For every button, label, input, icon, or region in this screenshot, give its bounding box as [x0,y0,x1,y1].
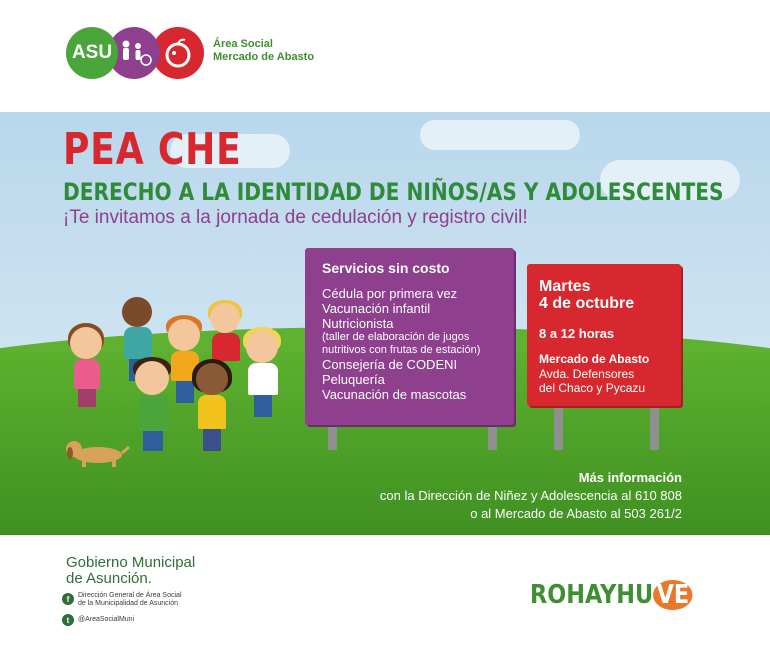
apple-icon [161,36,195,70]
children-illustration [60,297,300,472]
government-name [66,555,195,587]
brand-accent: VE [653,580,692,610]
event-address-line2: del Chaco y Pycazu [539,381,646,395]
more-info-line2: o al Mercado de Abasto al 503 261/2 [470,506,682,521]
service-item-note: (taller de elaboración de jugos [322,331,470,343]
service-item-note: nutritivos con frutas de estación) [322,344,481,356]
rohayhuve-brand [530,580,693,610]
facebook-line2: de la Municipalidad de Asunción [78,600,179,607]
family-icon [116,38,152,68]
more-info [380,469,682,523]
dog-icon [60,437,130,469]
poster [0,112,770,535]
event-address [539,367,645,395]
event-address-line1: Avda. Defensores [539,367,635,381]
service-item: Nutricionista [322,316,394,331]
facebook-text [78,592,182,608]
facebook-link[interactable] [62,592,242,606]
invite-text: ¡Te invitamos a la jornada de cedulación y registro civil! [63,207,528,228]
facebook-line1: Dirección General de Área Social [78,592,182,599]
twitter-link[interactable] [62,614,212,628]
event-hours: 8 a 12 horas [539,326,615,341]
twitter-handle: @AreaSocialMuni [78,616,135,623]
event-date [539,278,634,312]
service-item: Consejería de CODENI [322,357,458,372]
service-item: Vacunación infantil [322,301,431,316]
org-name [213,38,314,64]
org-name-line2: Mercado de Abasto [213,51,315,63]
services-list [322,286,480,402]
gov-line1: Gobierno Municipal [66,554,196,571]
poster-subtitle: DERECHO A LA IDENTIDAD DE NIÑOS/AS Y ADOLESCENTES [63,178,724,206]
cloud [420,120,580,150]
event-day: Martes [539,278,591,295]
service-item: Cédula por primera vez [322,286,458,301]
more-info-heading: Más información [578,470,682,485]
service-item: Vacunación de mascotas [322,387,467,402]
more-info-line1: con la Dirección de Niñez y Adolescencia al 610 808 [379,488,682,503]
asu-logo: ASU [66,27,118,79]
service-item: Peluquería [322,372,385,387]
brand-main: ROHAYHU [530,580,654,610]
event-date-text: 4 de octubre [539,295,635,312]
poster-title: PEA CHE [63,124,242,175]
services-sign [305,248,514,425]
facebook-icon: f [62,593,74,605]
event-place: Mercado de Abasto [539,352,650,366]
twitter-icon: t [62,614,74,626]
event-sign [527,264,681,406]
services-heading: Servicios sin costo [322,260,450,276]
gov-line2: de Asunción. [66,570,152,587]
org-name-line1: Área Social [213,38,273,50]
